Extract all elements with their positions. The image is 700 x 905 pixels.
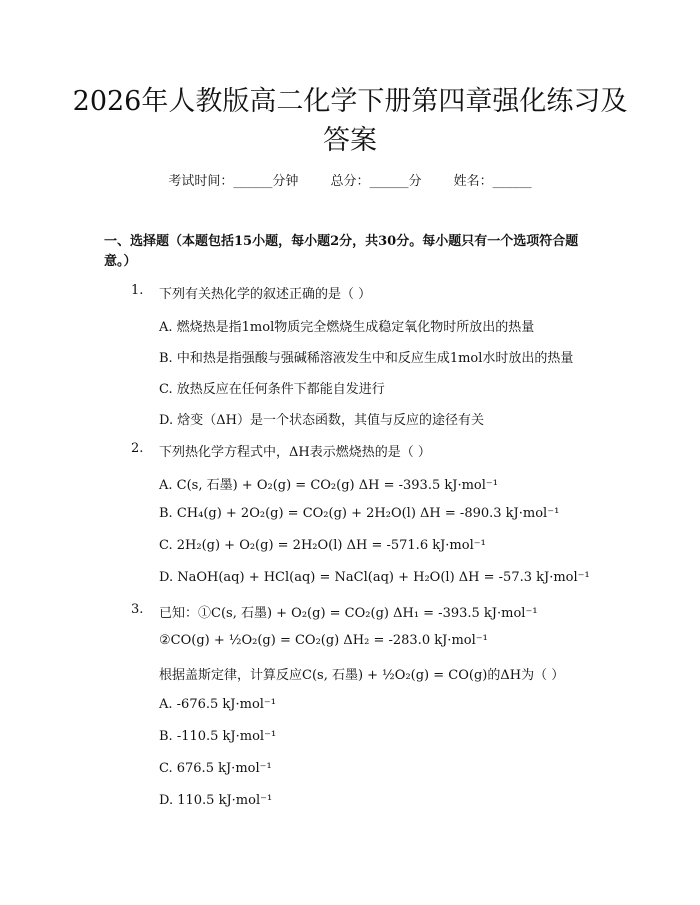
option-item: A. 燃烧热是指1mol物质完全燃烧生成稳定氧化物时所放出的热量 (159, 320, 535, 335)
question-number: 3. (131, 602, 144, 617)
option-item: C. 放热反应在任何条件下都能自发进行 (159, 382, 385, 397)
option-item: D. 110.5 kJ·mol⁻¹ (159, 793, 273, 808)
question-stem: 下列热化学方程式中，ΔH表示燃烧热的是（ ） (159, 445, 431, 460)
option-item: C. 676.5 kJ·mol⁻¹ (159, 761, 272, 776)
option-item: D. NaOH(aq) + HCl(aq) = NaCl(aq) + H₂O(l) ΔH = -57.3 kJ·mol⁻¹ (159, 570, 590, 585)
document-title: 2026年人教版高二化学下册第四章强化练习及答案 (72, 86, 628, 156)
question-stem-line: ②CO(g) + ½O₂(g) = CO₂(g) ΔH₂ = -283.0 kJ·mol⁻¹ (159, 633, 488, 648)
question-stem-line: 根据盖斯定律，计算反应C(s, 石墨) + ½O₂(g) = CO(g)的ΔH为（ ） (159, 668, 565, 683)
option-item: B. CH₄(g) + 2O₂(g) = CO₂(g) + 2H₂O(l) ΔH = -890.3 kJ·mol⁻¹ (159, 506, 560, 521)
exam-time: 考试时间：______分钟 (168, 174, 299, 189)
option-item: A. C(s, 石墨) + O₂(g) = CO₂(g) ΔH = -393.5 kJ·mol⁻¹ (159, 478, 498, 493)
section-heading: 一、选择题（本题包括15小题，每小题2分，共30分。每小题只有一个选项符合题意。） (104, 234, 579, 269)
exam-meta (0, 170, 700, 189)
option-item: A. -676.5 kJ·mol⁻¹ (159, 697, 276, 712)
option-item: B. 中和热是指强酸与强碱稀溶液发生中和反应生成1mol水时放出的热量 (159, 351, 574, 366)
option-item: C. 2H₂(g) + O₂(g) = 2H₂O(l) ΔH = -571.6 kJ·mol⁻¹ (159, 538, 486, 553)
student-name: 姓名：______ (453, 174, 532, 189)
option-item: B. -110.5 kJ·mol⁻¹ (159, 729, 277, 744)
question-number: 2. (131, 441, 144, 456)
total-score: 总分：______分 (330, 174, 422, 189)
question-stem: 已知：①C(s, 石墨) + O₂(g) = CO₂(g) ΔH₁ = -393.5 kJ·mol⁻¹ (159, 606, 538, 621)
option-item: D. 焓变（ΔH）是一个状态函数，其值与反应的途径有关 (159, 413, 484, 428)
question-stem: 下列有关热化学的叙述正确的是（ ） (159, 287, 372, 302)
question-number: 1. (131, 283, 144, 298)
